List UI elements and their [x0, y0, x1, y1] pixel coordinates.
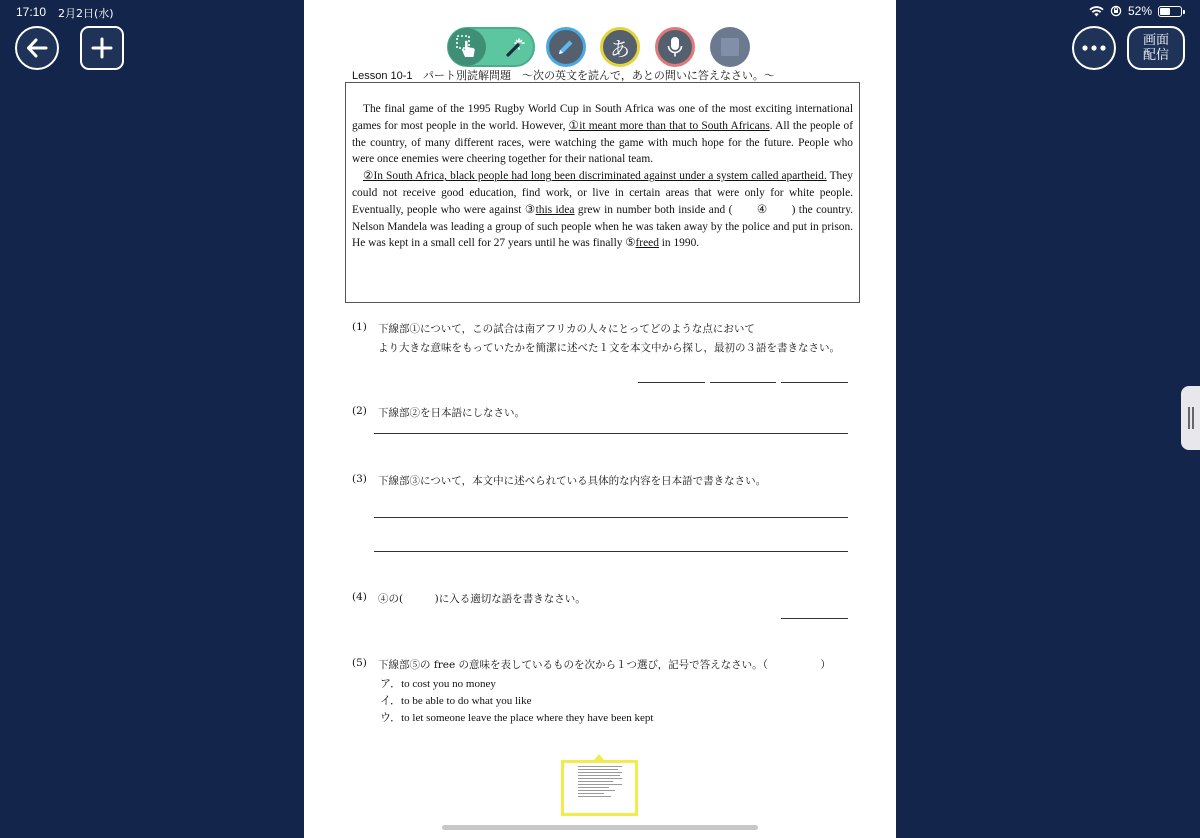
question-5 — [352, 657, 852, 673]
side-panel-handle[interactable] — [1181, 386, 1200, 450]
question-number: (5) — [352, 657, 367, 669]
worksheet-title — [352, 67, 775, 83]
answer-line[interactable] — [710, 382, 776, 383]
more-button[interactable] — [1072, 26, 1116, 70]
answer-line[interactable] — [638, 382, 705, 383]
passage-text: grew in number both inside and ( ④ ) the country. Nelson Mandela was leading a group of such people when he was taken away by the police and put in prison. He was kept in a small cell for 27 years until he was finally ⑤ — [352, 203, 854, 250]
underline-2: ②In South Africa, black people had long been discriminated against under a system called apartheid. — [363, 170, 827, 183]
screen-share-label-2: 配信 — [1142, 48, 1169, 63]
status-date: 2月2日(水) — [58, 7, 114, 20]
status-right — [1089, 4, 1182, 18]
battery-percent: 52% — [1127, 4, 1152, 18]
passage-text: They could not receive good education, find work, or live in certain areas that were only for white people. Eventually, people who were against ③ — [352, 170, 853, 216]
mic-tool-button[interactable] — [655, 27, 695, 67]
question-number: (1) — [352, 321, 367, 333]
question-text: 下線部②を日本語にしなさい。 — [378, 407, 525, 419]
select-tool-button[interactable] — [448, 28, 486, 66]
magic-wand-button[interactable] — [496, 28, 534, 66]
status-time: 17:10 — [16, 5, 47, 19]
answer-line[interactable] — [374, 551, 848, 552]
underline-1: ①it meant more than that to South Africans — [568, 119, 770, 132]
question-text: 下線部①について，この試合は南アフリカの人々にとってどのような点において — [378, 323, 755, 335]
underline-5: freed — [635, 237, 659, 250]
pen-tool-button[interactable] — [546, 27, 586, 67]
screen-share-label-1: 画面 — [1142, 33, 1169, 48]
ellipsis-icon — [1082, 45, 1106, 51]
question-number: (3) — [352, 473, 367, 485]
passage-text: The final game of the 1995 Rugby World Cup in South Africa was one of the most exciting international games for most people in the world. However, — [352, 103, 853, 132]
question-text: ④の( )に入る適切な語を書きなさい。 — [378, 593, 586, 605]
orientation-lock-icon — [1110, 5, 1122, 17]
answer-line[interactable] — [374, 433, 848, 434]
lesson-title: パート別読解問題 ～次の英文を読んで，あとの問いに答えなさい。～ — [423, 69, 775, 82]
passage-text: . All the people of the country, of many different races, were watching the game with much hope for the future. People who were once enemies were cheering together for their national team. — [352, 119, 854, 166]
screen-share-button[interactable] — [1127, 26, 1185, 70]
shape-tool-button[interactable] — [710, 27, 750, 67]
thumbnail-preview — [578, 766, 622, 812]
answer-option: ア．to cost you no money — [380, 678, 496, 690]
arrow-left-icon — [26, 38, 48, 58]
square-icon — [720, 37, 740, 57]
passage-text: in 1990. — [658, 237, 700, 250]
reading-passage — [345, 82, 860, 303]
question-text: 下線部⑤の free の意味を表しているものを次から１つ選び，記号で答えなさい。（ ） — [378, 659, 831, 671]
question-text: 下線部③について，本文中に述べられている具体的な内容を日本語で書きなさい。 — [378, 475, 767, 487]
wifi-icon — [1089, 6, 1104, 17]
page-thumbnail[interactable] — [561, 760, 638, 816]
question-text: より大きな意味をもっていたかを簡潔に述べた１文を本文中から探し，最初の３語を書きなさい。 — [378, 342, 840, 354]
question-number: (4) — [352, 591, 367, 603]
text-tool-button[interactable] — [600, 27, 640, 67]
question-number: (2) — [352, 405, 367, 417]
battery-icon — [1158, 6, 1182, 17]
underline-3: this idea — [535, 203, 575, 216]
question-1 — [352, 321, 852, 357]
answer-line[interactable] — [781, 618, 848, 619]
grip-icon — [1188, 407, 1194, 429]
passage-paragraph-1 — [352, 101, 853, 168]
lesson-number: Lesson 10-1 — [352, 70, 413, 82]
answer-line[interactable] — [781, 382, 848, 383]
answer-line[interactable] — [374, 517, 848, 518]
question-4 — [352, 591, 852, 607]
pencil-icon — [556, 37, 576, 57]
add-button[interactable] — [80, 26, 124, 70]
plus-icon — [91, 37, 113, 59]
answer-option: ウ．to let someone leave the place where they have been kept — [380, 712, 654, 724]
magic-wand-icon — [504, 36, 526, 58]
passage-paragraph-2 — [352, 168, 853, 252]
answer-option: イ．to be able to do what you like — [380, 695, 532, 707]
back-button[interactable] — [15, 26, 59, 70]
hand-pointer-icon — [456, 35, 478, 59]
question-3 — [352, 473, 852, 489]
microphone-icon — [667, 36, 683, 58]
text-tool-label: あ — [610, 36, 630, 61]
horizontal-scrollbar[interactable] — [442, 825, 758, 830]
question-2 — [352, 405, 852, 421]
